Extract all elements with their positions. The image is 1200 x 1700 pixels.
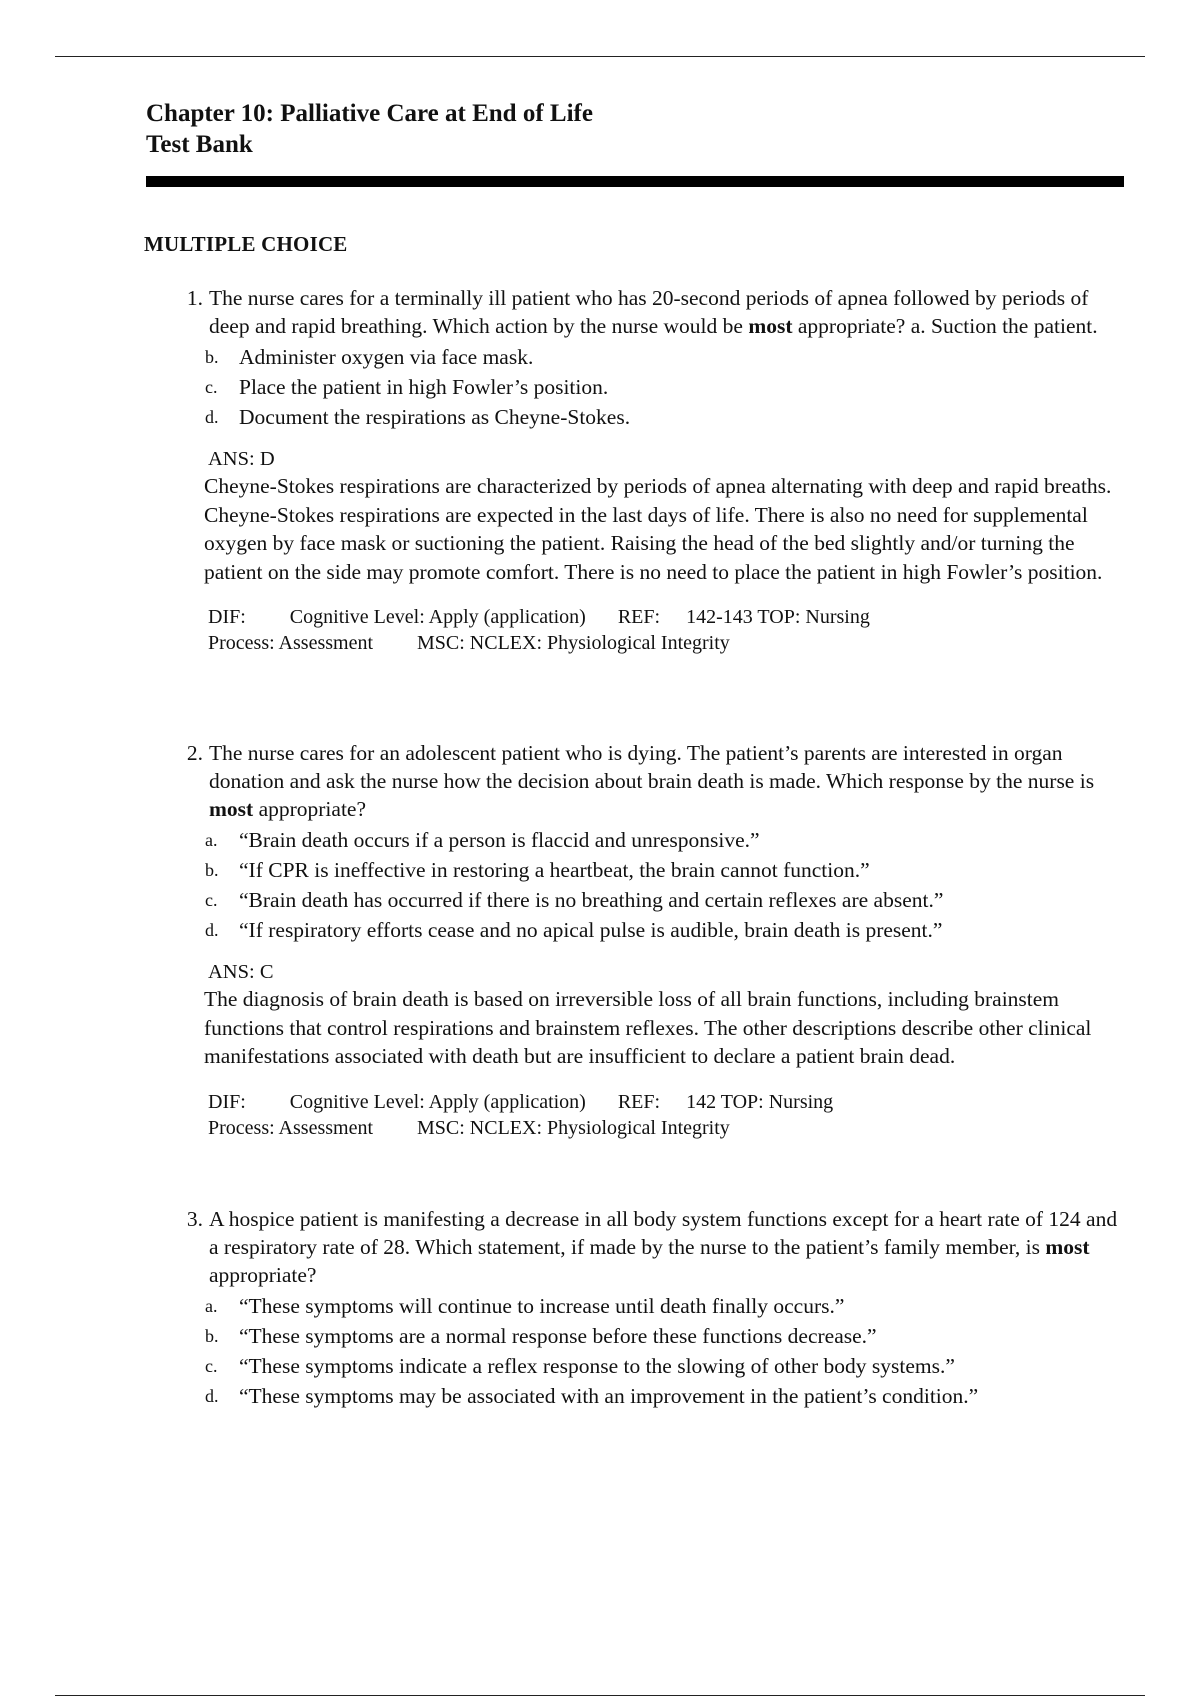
- option-text: “These symptoms indicate a reflex response to the slowing of other body systems.”: [239, 1354, 955, 1378]
- dif-value: Cognitive Level: Apply (application): [289, 1090, 586, 1113]
- option-d: [205, 1381, 1124, 1411]
- answer-key: ANS: C: [208, 961, 274, 983]
- option-a: [205, 825, 1124, 855]
- option-b: [205, 342, 1124, 372]
- option-letter: a.: [205, 830, 218, 850]
- stem-text: A hospice patient is manifesting a decrease in all body system functions except for a heart rate of 124 and a respiratory rate of 28. Which statement, if made by the nurse to the patient’s family member, is: [209, 1207, 1118, 1259]
- option-c: [205, 372, 1124, 402]
- question-number: 1.: [186, 286, 203, 310]
- option-text: “If respiratory efforts cease and no apical pulse is audible, brain death is present.”: [239, 918, 943, 942]
- ref-value: 142 TOP: Nursing: [686, 1090, 834, 1113]
- bottom-rule: [55, 1695, 1145, 1696]
- answer-options: [0, 825, 1200, 945]
- option-b: [205, 855, 1124, 885]
- option-text: “If CPR is ineffective in restoring a heartbeat, the brain cannot function.”: [239, 858, 870, 882]
- option-letter: c.: [205, 1356, 218, 1376]
- option-a: [205, 1291, 1124, 1321]
- stem-text: The nurse cares for an adolescent patient who is dying. The patient’s parents are interested in organ donation and ask the nurse how the decision about brain death is made. Which response by the nurse is: [209, 741, 1095, 793]
- question-stem: [186, 284, 1124, 340]
- question-stem: [186, 739, 1124, 823]
- dif-label: DIF:: [208, 606, 246, 628]
- stem-emphasis: most: [209, 797, 254, 821]
- msc-value: MSC: NCLEX: Physiological Integrity: [417, 632, 730, 654]
- question-stem: [186, 1205, 1124, 1289]
- dif-value: Cognitive Level: Apply (application): [289, 606, 586, 628]
- option-text: “Brain death occurs if a person is flaccid and unresponsive.”: [239, 828, 760, 852]
- option-text: “These symptoms are a normal response before these functions decrease.”: [239, 1324, 877, 1348]
- question-3: [0, 1205, 1200, 1411]
- answer-key: ANS: D: [208, 448, 275, 470]
- option-b: [205, 1321, 1124, 1351]
- option-d: [205, 915, 1124, 945]
- answer-options: [0, 342, 1200, 432]
- option-text: “Brain death has occurred if there is no breathing and certain reflexes are absent.”: [239, 888, 944, 912]
- question-metadata: [208, 604, 1200, 656]
- option-letter: d.: [205, 1386, 219, 1406]
- stem-text: The nurse cares for a terminally ill patient who has 20-second periods of apnea followed by periods of deep and rapid breathing. Which action by the nurse would be: [209, 286, 1089, 338]
- msc-value: MSC: NCLEX: Physiological Integrity: [417, 1116, 730, 1139]
- ref-value: 142-143 TOP: Nursing: [686, 606, 870, 628]
- process-value: Process: Assessment: [208, 632, 373, 654]
- option-d: [205, 402, 1124, 432]
- option-letter: a.: [205, 1296, 218, 1316]
- rationale: The diagnosis of brain death is based on irreversible loss of all brain functions, including brainstem functions that control respirations and brainstem reflexes. The other descriptions describe other clinical manifestations associated with death but are insufficient to declare a patient brain dead.: [204, 987, 1092, 1068]
- section-heading: MULTIPLE CHOICE: [144, 232, 348, 256]
- chapter-title: Chapter 10: Palliative Care at End of Life: [146, 100, 593, 127]
- answer-options: [0, 1291, 1200, 1411]
- questions-container: [0, 284, 1200, 1411]
- option-text: Administer oxygen via face mask.: [239, 345, 534, 369]
- stem-text-end: appropriate?: [253, 797, 366, 821]
- option-letter: d.: [205, 407, 219, 427]
- title-block: [146, 98, 593, 160]
- option-letter: d.: [205, 920, 219, 940]
- option-letter: c.: [205, 377, 218, 397]
- option-letter: c.: [205, 890, 218, 910]
- dif-label: DIF:: [208, 1090, 246, 1113]
- option-letter: b.: [205, 860, 219, 880]
- option-letter: b.: [205, 347, 219, 367]
- top-rule: [55, 56, 1145, 57]
- question-metadata: [208, 1089, 1200, 1141]
- chapter-subtitle: Test Bank: [146, 131, 253, 158]
- option-text: “These symptoms may be associated with an improvement in the patient’s condition.”: [239, 1384, 979, 1408]
- option-text: Document the respirations as Cheyne-Stokes.: [239, 405, 631, 429]
- option-text: Place the patient in high Fowler’s position.: [239, 375, 609, 399]
- stem-text-end: appropriate?: [209, 1263, 317, 1287]
- option-letter: b.: [205, 1326, 219, 1346]
- title-divider-bar: [146, 176, 1124, 187]
- option-c: [205, 1351, 1124, 1381]
- ref-label: REF:: [617, 606, 661, 628]
- option-c: [205, 885, 1124, 915]
- rationale: Cheyne-Stokes respirations are characterized by periods of apnea alternating with deep and rapid breaths. Cheyne-Stokes respirations are expected in the last days of life. There is also no need for supplemental oxygen by face mask or suctioning the patient. Raising the head of the bed slightly and/or turning the patient on the side may promote comfort. There is no need to place the patient in high Fowler’s position.: [204, 474, 1112, 584]
- stem-emphasis: most: [1045, 1235, 1090, 1259]
- stem-text-end: appropriate? a. Suction the patient.: [792, 314, 1098, 338]
- process-value: Process: Assessment: [208, 1116, 373, 1139]
- stem-emphasis: most: [748, 314, 793, 338]
- ref-label: REF:: [617, 1090, 661, 1113]
- question-2: [0, 739, 1200, 1205]
- question-number: 3.: [186, 1207, 203, 1231]
- option-text: “These symptoms will continue to increase until death finally occurs.”: [239, 1294, 845, 1318]
- question-number: 2.: [186, 741, 203, 765]
- question-1: [0, 284, 1200, 739]
